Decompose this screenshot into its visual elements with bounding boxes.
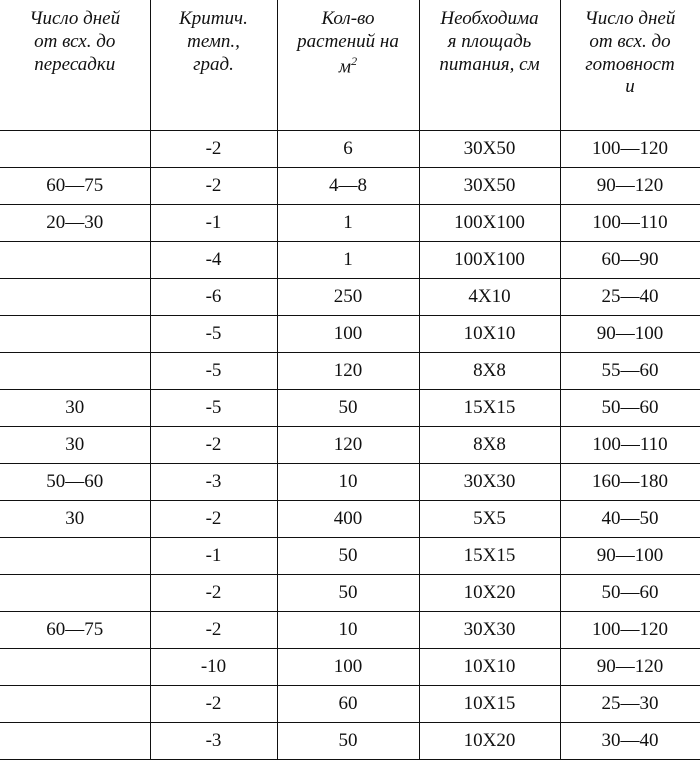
header-line: Число дней xyxy=(29,8,121,29)
header-line: Кол-во xyxy=(321,8,375,29)
cell-days-to-transplant: 60—75 xyxy=(0,168,150,205)
header-line: растений на xyxy=(297,30,399,52)
cell-plants-per-m2: 1 xyxy=(277,205,419,242)
cell-days-to-readiness: 100—120 xyxy=(560,131,700,168)
table-row xyxy=(0,723,700,760)
cell-feeding-area: 30X30 xyxy=(419,612,560,649)
cell-plants-per-m2: 1 xyxy=(277,242,419,279)
table-row xyxy=(0,353,700,390)
cell-days-to-transplant xyxy=(0,353,150,390)
cell-feeding-area: 30X50 xyxy=(419,131,560,168)
cell-feeding-area: 15X15 xyxy=(419,538,560,575)
cell-days-to-readiness: 50—60 xyxy=(560,390,700,427)
header-line: Необходима xyxy=(440,8,539,29)
cell-days-to-readiness: 90—100 xyxy=(560,538,700,575)
table-row xyxy=(0,501,700,538)
cell-days-to-transplant xyxy=(0,131,150,168)
cell-days-to-transplant: 50—60 xyxy=(0,464,150,501)
cell-feeding-area: 10X10 xyxy=(419,649,560,686)
cell-feeding-area: 4X10 xyxy=(419,279,560,316)
cell-days-to-readiness: 25—40 xyxy=(560,279,700,316)
cell-days-to-readiness: 40—50 xyxy=(560,501,700,538)
cell-plants-per-m2: 50 xyxy=(277,538,419,575)
header-line: Число дней xyxy=(584,8,676,29)
header-line: питания, см xyxy=(439,53,540,75)
header-line: темп., xyxy=(187,30,240,52)
header-line: Критич. xyxy=(179,8,248,29)
cell-days-to-readiness: 90—120 xyxy=(560,168,700,205)
cell-days-to-transplant: 30 xyxy=(0,427,150,464)
cell-days-to-transplant xyxy=(0,686,150,723)
cell-days-to-readiness: 100—110 xyxy=(560,427,700,464)
cell-days-to-readiness: 25—30 xyxy=(560,686,700,723)
cell-days-to-transplant xyxy=(0,538,150,575)
table-row xyxy=(0,279,700,316)
header-line: от всх. до xyxy=(34,30,116,52)
header-line: готовност xyxy=(585,53,675,75)
cell-critical-temp: -6 xyxy=(150,279,277,316)
cell-feeding-area: 10X20 xyxy=(419,723,560,760)
cell-days-to-readiness: 55—60 xyxy=(560,353,700,390)
table-row xyxy=(0,575,700,612)
cell-feeding-area: 10X10 xyxy=(419,316,560,353)
cell-days-to-readiness: 60—90 xyxy=(560,242,700,279)
cell-feeding-area: 30X50 xyxy=(419,168,560,205)
cell-critical-temp: -2 xyxy=(150,686,277,723)
cell-critical-temp: -1 xyxy=(150,205,277,242)
cell-critical-temp: -5 xyxy=(150,390,277,427)
cell-days-to-readiness: 90—100 xyxy=(560,316,700,353)
cell-plants-per-m2: 120 xyxy=(277,427,419,464)
header-line: я площадь xyxy=(447,30,532,52)
table-row xyxy=(0,686,700,723)
cell-days-to-transplant: 30 xyxy=(0,501,150,538)
table-row xyxy=(0,649,700,686)
cell-days-to-readiness: 90—120 xyxy=(560,649,700,686)
cell-critical-temp: -3 xyxy=(150,464,277,501)
cell-feeding-area: 10X15 xyxy=(419,686,560,723)
header-feeding-area xyxy=(419,0,560,131)
cell-plants-per-m2: 10 xyxy=(277,612,419,649)
cell-critical-temp: -2 xyxy=(150,168,277,205)
cell-days-to-transplant xyxy=(0,723,150,760)
table-row xyxy=(0,390,700,427)
cell-feeding-area: 100X100 xyxy=(419,242,560,279)
header-line: и xyxy=(625,76,635,98)
cell-plants-per-m2: 400 xyxy=(277,501,419,538)
table-header xyxy=(0,0,700,131)
cell-plants-per-m2: 100 xyxy=(277,316,419,353)
header-days-to-readiness xyxy=(560,0,700,131)
cell-feeding-area: 15X15 xyxy=(419,390,560,427)
cell-days-to-transplant xyxy=(0,649,150,686)
table-row xyxy=(0,464,700,501)
cell-feeding-area: 10X20 xyxy=(419,575,560,612)
table-row xyxy=(0,316,700,353)
table-row xyxy=(0,168,700,205)
cell-critical-temp: -2 xyxy=(150,612,277,649)
header-line: от всх. до xyxy=(589,30,671,52)
cell-days-to-readiness: 160—180 xyxy=(560,464,700,501)
cell-days-to-transplant xyxy=(0,279,150,316)
cell-critical-temp: -1 xyxy=(150,538,277,575)
cell-days-to-transplant: 60—75 xyxy=(0,612,150,649)
cell-days-to-readiness: 50—60 xyxy=(560,575,700,612)
table-row xyxy=(0,205,700,242)
header-unit: м xyxy=(338,55,352,77)
cell-critical-temp: -4 xyxy=(150,242,277,279)
cell-feeding-area: 30X30 xyxy=(419,464,560,501)
cell-feeding-area: 100X100 xyxy=(419,205,560,242)
cell-plants-per-m2: 60 xyxy=(277,686,419,723)
cell-plants-per-m2: 100 xyxy=(277,649,419,686)
cell-feeding-area: 5X5 xyxy=(419,501,560,538)
cell-critical-temp: -5 xyxy=(150,316,277,353)
cell-critical-temp: -2 xyxy=(150,575,277,612)
cell-days-to-transplant xyxy=(0,575,150,612)
header-line xyxy=(278,54,419,79)
header-line: град. xyxy=(193,53,234,75)
header-critical-temp xyxy=(150,0,277,131)
cell-days-to-transplant xyxy=(0,316,150,353)
table-body xyxy=(0,131,700,760)
header-plants-per-m2 xyxy=(277,0,419,131)
header-line: пересадки xyxy=(34,53,116,75)
cell-critical-temp: -2 xyxy=(150,501,277,538)
cell-plants-per-m2: 4—8 xyxy=(277,168,419,205)
cell-critical-temp: -2 xyxy=(150,427,277,464)
header-unit-exponent: 2 xyxy=(351,53,358,68)
header-days-to-transplant xyxy=(0,0,150,131)
cell-days-to-transplant: 30 xyxy=(0,390,150,427)
cell-days-to-transplant xyxy=(0,242,150,279)
cell-critical-temp: -10 xyxy=(150,649,277,686)
table-row xyxy=(0,131,700,168)
table-row xyxy=(0,612,700,649)
cell-plants-per-m2: 50 xyxy=(277,575,419,612)
cell-days-to-readiness: 100—110 xyxy=(560,205,700,242)
table-row xyxy=(0,242,700,279)
table-row xyxy=(0,427,700,464)
header-row xyxy=(0,0,700,131)
cell-plants-per-m2: 120 xyxy=(277,353,419,390)
cell-feeding-area: 8X8 xyxy=(419,427,560,464)
cell-critical-temp: -3 xyxy=(150,723,277,760)
cell-plants-per-m2: 250 xyxy=(277,279,419,316)
cell-critical-temp: -5 xyxy=(150,353,277,390)
cell-plants-per-m2: 6 xyxy=(277,131,419,168)
cell-plants-per-m2: 10 xyxy=(277,464,419,501)
cell-critical-temp: -2 xyxy=(150,131,277,168)
cell-days-to-transplant: 20—30 xyxy=(0,205,150,242)
cell-feeding-area: 8X8 xyxy=(419,353,560,390)
cell-plants-per-m2: 50 xyxy=(277,723,419,760)
table-row xyxy=(0,538,700,575)
cell-days-to-readiness: 100—120 xyxy=(560,612,700,649)
cell-plants-per-m2: 50 xyxy=(277,390,419,427)
cell-days-to-readiness: 30—40 xyxy=(560,723,700,760)
